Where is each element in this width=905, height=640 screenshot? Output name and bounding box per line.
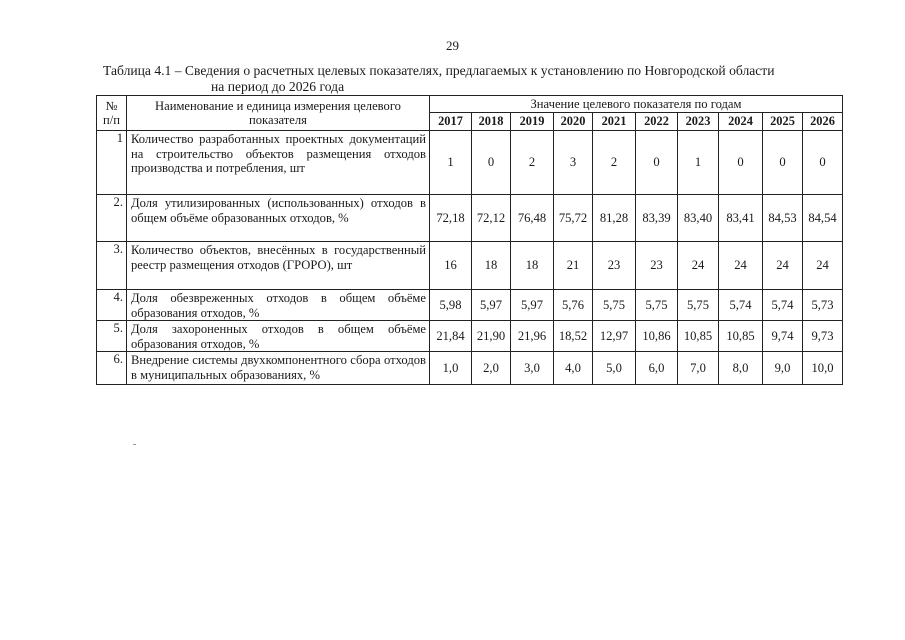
value-cell: 24 bbox=[719, 242, 763, 290]
value-cell: 6,0 bbox=[636, 352, 678, 385]
value-cell: 12,97 bbox=[593, 321, 636, 352]
value-cell: 9,73 bbox=[803, 321, 843, 352]
value-cell: 8,0 bbox=[719, 352, 763, 385]
value-cell: 0 bbox=[803, 131, 843, 195]
year-header: 2017 bbox=[430, 113, 472, 131]
value-cell: 0 bbox=[763, 131, 803, 195]
row-number: 1 bbox=[97, 131, 127, 195]
row-number: 6. bbox=[97, 352, 127, 385]
header-values-group: Значение целевого показателя по годам bbox=[430, 96, 843, 113]
value-cell: 5,98 bbox=[430, 290, 472, 321]
indicator-name bbox=[127, 290, 430, 321]
value-cell: 0 bbox=[636, 131, 678, 195]
value-cell: 4,0 bbox=[554, 352, 593, 385]
value-cell: 18 bbox=[472, 242, 511, 290]
value-cell: 3 bbox=[554, 131, 593, 195]
value-cell: 5,75 bbox=[678, 290, 719, 321]
value-cell: 10,0 bbox=[803, 352, 843, 385]
value-cell: 2 bbox=[511, 131, 554, 195]
row-number: 4. bbox=[97, 290, 127, 321]
table-body bbox=[97, 131, 843, 385]
value-cell: 16 bbox=[430, 242, 472, 290]
value-cell: 5,75 bbox=[593, 290, 636, 321]
value-cell: 72,18 bbox=[430, 195, 472, 242]
year-header: 2022 bbox=[636, 113, 678, 131]
indicator-name bbox=[127, 131, 430, 195]
indicator-name-text: Доля обезвреженных отходов в общем объёме образования отходов, % bbox=[131, 291, 426, 320]
value-cell: 23 bbox=[593, 242, 636, 290]
table-caption bbox=[103, 63, 873, 95]
year-header: 2026 bbox=[803, 113, 843, 131]
year-header: 2021 bbox=[593, 113, 636, 131]
value-cell: 1,0 bbox=[430, 352, 472, 385]
table-row bbox=[97, 195, 843, 242]
year-header: 2019 bbox=[511, 113, 554, 131]
value-cell: 7,0 bbox=[678, 352, 719, 385]
year-header: 2020 bbox=[554, 113, 593, 131]
indicator-name bbox=[127, 352, 430, 385]
year-header: 2024 bbox=[719, 113, 763, 131]
value-cell: 9,74 bbox=[763, 321, 803, 352]
value-cell: 10,85 bbox=[678, 321, 719, 352]
caption-line-2: на период до 2026 года bbox=[211, 79, 345, 94]
value-cell: 10,86 bbox=[636, 321, 678, 352]
value-cell: 21,90 bbox=[472, 321, 511, 352]
header-name: Наименование и единица измерения целевого показателя bbox=[127, 96, 430, 131]
value-cell: 24 bbox=[803, 242, 843, 290]
value-cell: 83,40 bbox=[678, 195, 719, 242]
value-cell: 0 bbox=[472, 131, 511, 195]
value-cell: 0 bbox=[719, 131, 763, 195]
targets-table bbox=[96, 95, 843, 385]
value-cell: 21 bbox=[554, 242, 593, 290]
value-cell: 9,0 bbox=[763, 352, 803, 385]
year-header: 2018 bbox=[472, 113, 511, 131]
row-number: 5. bbox=[97, 321, 127, 352]
page-number: 29 bbox=[446, 38, 459, 53]
year-header: 2023 bbox=[678, 113, 719, 131]
value-cell: 83,41 bbox=[719, 195, 763, 242]
indicator-name bbox=[127, 195, 430, 242]
table-row bbox=[97, 131, 843, 195]
value-cell: 5,0 bbox=[593, 352, 636, 385]
indicator-name bbox=[127, 242, 430, 290]
value-cell: 21,84 bbox=[430, 321, 472, 352]
value-cell: 5,97 bbox=[511, 290, 554, 321]
value-cell: 84,53 bbox=[763, 195, 803, 242]
value-cell: 84,54 bbox=[803, 195, 843, 242]
value-cell: 5,97 bbox=[472, 290, 511, 321]
table-row bbox=[97, 321, 843, 352]
value-cell: 75,72 bbox=[554, 195, 593, 242]
value-cell: 5,74 bbox=[763, 290, 803, 321]
indicator-name-text: Внедрение системы двухкомпонентного сбора отходов в муниципальных образованиях, % bbox=[131, 353, 426, 382]
value-cell: 18 bbox=[511, 242, 554, 290]
value-cell: 10,85 bbox=[719, 321, 763, 352]
table-row bbox=[97, 352, 843, 385]
value-cell: 24 bbox=[763, 242, 803, 290]
indicator-name-text: Доля захороненных отходов в общем объёме образования отходов, % bbox=[131, 322, 426, 351]
indicator-name bbox=[127, 321, 430, 352]
indicator-name-text: Количество объектов, внесённых в государственный реестр размещения отходов (ГРОРО), шт bbox=[131, 243, 426, 272]
value-cell: 24 bbox=[678, 242, 719, 290]
value-cell: 5,74 bbox=[719, 290, 763, 321]
value-cell: 5,73 bbox=[803, 290, 843, 321]
table-row bbox=[97, 242, 843, 290]
value-cell: 81,28 bbox=[593, 195, 636, 242]
caption-line-1: Таблица 4.1 – Сведения о расчетных целевых показателях, предлагаемых к установлению по Новгородской области bbox=[103, 63, 775, 78]
value-cell: 23 bbox=[636, 242, 678, 290]
indicator-name-text: Доля утилизированных (использованных) отходов в общем объёме образованных отходов, % bbox=[131, 196, 426, 225]
value-cell: 5,75 bbox=[636, 290, 678, 321]
row-number: 2. bbox=[97, 195, 127, 242]
value-cell: 76,48 bbox=[511, 195, 554, 242]
row-number: 3. bbox=[97, 242, 127, 290]
scan-artifact bbox=[133, 444, 136, 445]
value-cell: 2 bbox=[593, 131, 636, 195]
table-row bbox=[97, 290, 843, 321]
value-cell: 18,52 bbox=[554, 321, 593, 352]
value-cell: 2,0 bbox=[472, 352, 511, 385]
header-num: № п/п bbox=[97, 96, 127, 131]
year-header: 2025 bbox=[763, 113, 803, 131]
value-cell: 21,96 bbox=[511, 321, 554, 352]
value-cell: 1 bbox=[430, 131, 472, 195]
value-cell: 5,76 bbox=[554, 290, 593, 321]
indicator-name-text: Количество разработанных проектных документаций на строительство объектов размещения отходов производства и потребления, шт bbox=[131, 132, 426, 175]
value-cell: 1 bbox=[678, 131, 719, 195]
value-cell: 72,12 bbox=[472, 195, 511, 242]
value-cell: 83,39 bbox=[636, 195, 678, 242]
value-cell: 3,0 bbox=[511, 352, 554, 385]
